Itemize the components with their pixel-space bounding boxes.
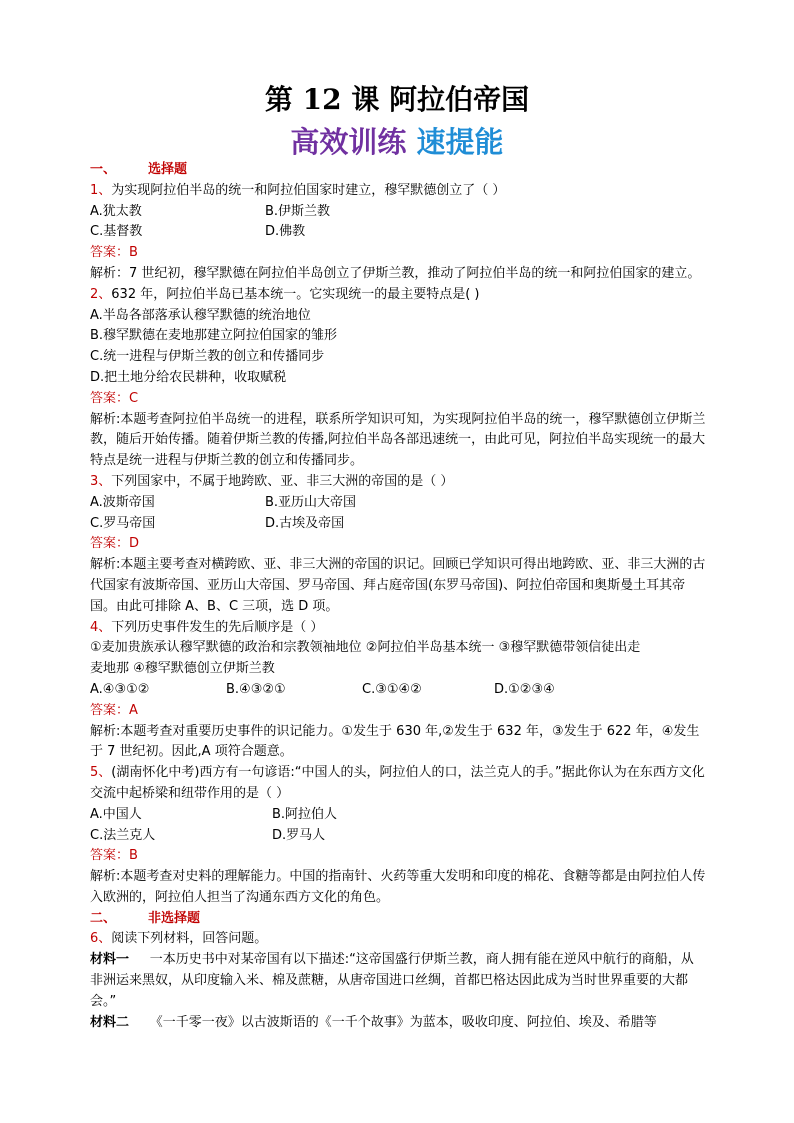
subtitle-improve-ability: 速提能 <box>416 125 504 159</box>
question-text: (湖南怀化中考)西方有一句谚语:“中国人的头，阿拉伯人的口，法兰克人的手。”据此你认为在东西方文化交流中起桥梁和纽带作用的是（ ） <box>90 765 705 801</box>
material-1 <box>90 950 706 1012</box>
section-number: 二、 <box>90 910 117 926</box>
option-b: B.穆罕默德在麦地那建立阿拉伯国家的雏形 <box>90 328 338 344</box>
explanation: 解析:本题考查阿拉伯半岛统一的进程，联系所学知识可知，为实现阿拉伯半岛的统一，穆罕默德创立伊斯兰教，随后开始传播。随着伊斯兰教的传播,阿拉伯半岛各部迅速统一，由此可见，阿拉伯半岛实现统一的最大特点是统一进程与伊斯兰教的创立和传播同步。 <box>90 411 706 469</box>
material-text: 《一千零一夜》以古波斯语的《一千个故事》为蓝本，吸收印度、阿拉伯、埃及、希腊等 <box>149 1014 657 1030</box>
question-text: 下列国家中，不属于地跨欧、亚、非三大洲的帝国的是（ ） <box>111 473 454 489</box>
document-content <box>90 160 706 1033</box>
option-a: A.半岛各部落承认穆罕默德的统治地位 <box>90 307 311 323</box>
option-c: C.③①④② <box>362 681 422 697</box>
material-label: 材料一 <box>90 952 130 968</box>
option-d: D.罗马人 <box>272 827 326 843</box>
answer: 答案：D <box>90 536 140 552</box>
option-a: A.犹太教 <box>90 203 142 219</box>
options-row <box>90 222 706 243</box>
question-6 <box>90 929 706 950</box>
option-a: A.波斯帝国 <box>90 494 155 510</box>
options-row <box>90 680 706 701</box>
question-5 <box>90 763 706 805</box>
question-1 <box>90 181 706 202</box>
section-number: 一、 <box>90 162 117 177</box>
option-b: B.④③②① <box>226 681 286 697</box>
answer: 答案：B <box>90 848 138 864</box>
option-c: C.法兰克人 <box>90 827 156 843</box>
answer: 答案：A <box>90 702 138 718</box>
option-b: B.阿拉伯人 <box>272 806 338 822</box>
question-text: 为实现阿拉伯半岛的统一和阿拉伯国家时建立，穆罕默德创立了（ ） <box>111 182 506 198</box>
option-d: D.①②③④ <box>494 681 555 697</box>
subtitle-efficient-training: 高效训练 <box>290 125 407 159</box>
option-b: B.亚历山大帝国 <box>265 494 357 510</box>
material-2 <box>90 1013 706 1034</box>
section-heading-choice <box>90 160 706 181</box>
question-number: 6、 <box>90 931 112 947</box>
question-3 <box>90 472 706 493</box>
material-label: 材料二 <box>90 1014 130 1030</box>
option-c: C.统一进程与伊斯兰教的创立和传播同步 <box>90 349 325 365</box>
page-title: 第 12 课 阿拉伯帝国 <box>264 83 530 116</box>
material-text: 一本历史书中对某帝国有以下描述:“这帝国盛行伊斯兰教，商人拥有能在逆风中航行的商船，从非洲运来黑奴，从印度输入米、棉及蔗糖，从唐帝国进口丝绸，首都巴格达因此成为当时世界重要的大都会。” <box>90 952 694 1009</box>
answer: 答案：C <box>90 390 139 406</box>
option-b: B.伊斯兰教 <box>265 203 331 219</box>
explanation: 解析:本题考查对重要历史事件的识记能力。①发生于 630 年,②发生于 632 年，③发生于 622 年，④发生于 7 世纪初。因此,A 项符合题意。 <box>90 723 700 760</box>
option-d: D.佛教 <box>265 224 306 240</box>
explanation: 解析:本题考查对史料的理解能力。中国的指南针、火药等重大发明和印度的棉花、食糖等都是由阿拉伯人传入欧洲的，阿拉伯人担当了沟通东西方文化的角色。 <box>90 869 706 905</box>
question-4 <box>90 618 706 639</box>
question-text: 阅读下列材料，回答问题。 <box>111 931 268 947</box>
question-number: 5、 <box>90 765 112 781</box>
options-row <box>90 493 706 514</box>
option-d: D.把土地分给农民耕种，收取赋税 <box>90 369 287 385</box>
explanation: 解析：7 世纪初，穆罕默德在阿拉伯半岛创立了伊斯兰教，推动了阿拉伯半岛的统一和阿拉伯国家的建立。 <box>90 265 701 281</box>
question-number: 1、 <box>90 182 112 198</box>
question-number: 4、 <box>90 619 112 635</box>
option-a: A.④③①② <box>90 681 150 697</box>
page-subtitle <box>0 120 794 161</box>
question-number: 3、 <box>90 473 112 489</box>
options-row <box>90 202 706 223</box>
question-2 <box>90 285 706 306</box>
option-a: A.中国人 <box>90 806 142 822</box>
question-number: 2、 <box>90 286 112 302</box>
option-d: D.古埃及帝国 <box>265 515 345 531</box>
answer: 答案：B <box>90 245 138 261</box>
section-label: 选择题 <box>148 162 188 177</box>
options-row <box>90 826 706 847</box>
section-heading-non-choice <box>90 909 706 930</box>
option-c: C.基督教 <box>90 224 143 240</box>
section-label: 非选择题 <box>148 910 201 926</box>
events-line-1: ①麦加贵族承认穆罕默德的政治和宗教领袖地位 ②阿拉伯半岛基本统一 ③穆罕默德带领信徒出走 <box>90 640 641 656</box>
explanation: 解析:本题主要考查对横跨欧、亚、非三大洲的帝国的识记。回顾已学知识可得出地跨欧、亚、非三大洲的古代国家有波斯帝国、亚历山大帝国、罗马帝国、拜占庭帝国(东罗马帝国)、阿拉伯帝国和奥斯曼土耳其帝国。由此可排除 A、B、C 三项，选 D 项。 <box>90 557 706 614</box>
options-row <box>90 514 706 535</box>
events-line-2: 麦地那 ④穆罕默德创立伊斯兰教 <box>90 661 275 677</box>
question-text: 下列历史事件发生的先后顺序是（ ） <box>111 619 324 635</box>
question-text: 632 年，阿拉伯半岛已基本统一。它实现统一的最主要特点是( ) <box>111 286 480 302</box>
option-c: C.罗马帝国 <box>90 515 156 531</box>
options-row <box>90 805 706 826</box>
